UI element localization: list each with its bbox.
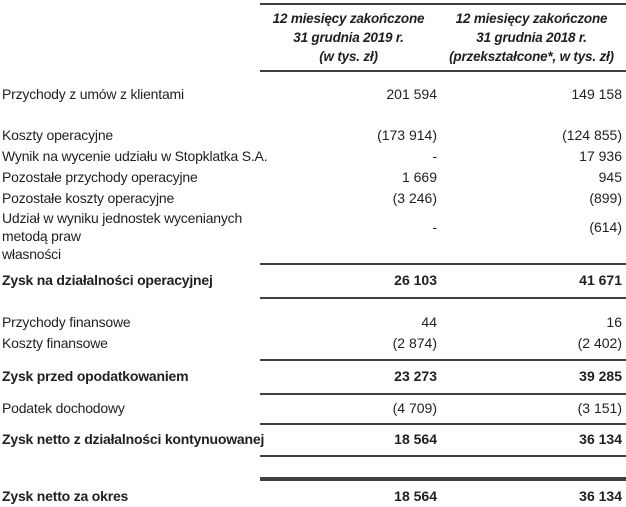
value-2019: 1 669 [401,169,437,185]
row-label: Przychody finansowe [2,314,131,330]
row-podatek-dochodowy [0,395,626,425]
value-2019: - [432,148,437,164]
row-values [260,84,626,105]
value-2019: 26 103 [394,272,437,288]
column-header-2019-line3: (w tys. zł) [319,49,378,64]
row-koszty-finansowe [0,333,626,354]
row-values [260,188,626,209]
row-label: Koszty finansowe [2,335,108,351]
row-values [260,263,626,299]
row-koszty-operacyjne [0,125,626,146]
spacer-rule [260,457,626,479]
spacer-rule-row [0,457,626,479]
value-2019: 44 [421,314,437,330]
column-header-2019-line1: 12 miesięcy zakończone [272,11,425,26]
row-values [260,167,626,188]
value-2019: 18 564 [394,431,437,447]
table-header-row [0,3,626,72]
row-udzial-w-wyniku-jednostek [0,209,626,263]
row-values [260,312,626,333]
row-values [260,209,626,245]
value-2018: 149 158 [571,86,622,102]
row-przychody-z-umow-z-klientami [0,84,626,105]
value-2018: 41 671 [579,272,622,288]
value-2019: 201 594 [386,86,437,102]
row-label: Pozostałe koszty operacyjne [2,190,175,206]
value-2019: (4 709) [392,400,437,416]
value-2019: (3 246) [392,190,437,206]
row-label: Wynik na wycenie udziału w Stopklatka S.A. [2,148,268,164]
row-label: Zysk przed opodatkowaniem [2,368,189,384]
spacer [0,72,626,84]
row-wynik-na-wycenie-udzialu-stopklatka [0,146,626,167]
row-zysk-netto-z-dzialalnosci-kontynuowanej [0,425,626,457]
row-label: Pozostałe przychody operacyjne [2,169,198,185]
row-values [260,146,626,167]
header-period-columns [260,3,626,72]
column-header-2018-line2: 31 grudnia 2018 r. [476,30,587,45]
row-values [260,359,626,395]
column-header-2018 [437,9,626,66]
column-header-2018-line1: 12 miesięcy zakończone [455,11,608,26]
value-2018: (614) [589,218,622,235]
value-2019: - [432,218,437,235]
row-zysk-na-dzialalnosci-operacyjnej [0,263,626,299]
row-label-line2: własności [2,246,61,262]
row-label-line1: Udział w wyniku jednostek wycenianych metodą praw [2,210,243,244]
row-label: Podatek dochodowy [2,400,125,416]
column-header-2019 [260,9,437,66]
value-2019: (2 874) [392,335,437,351]
value-2018: (899) [589,190,622,206]
spacer [0,299,626,312]
row-label: Koszty operacyjne [2,127,113,143]
value-2018: 36 134 [579,431,622,447]
value-2018: (124 855) [562,127,622,143]
value-2018: 16 [606,314,622,330]
spacer [0,105,626,125]
row-label: Przychody z umów z klientami [2,86,184,102]
row-values [260,333,626,354]
row-values [260,125,626,146]
column-header-2018-line3: (przekształcone*, w tys. zł) [449,49,614,64]
row-pozostale-koszty-operacyjne [0,188,626,209]
row-label: Zysk netto z działalności kontynuowanej [2,431,265,447]
row-zysk-przed-opodatkowaniem [0,359,626,395]
row-label: Zysk na działalności operacyjnej [2,272,213,288]
row-przychody-finansowe [0,312,626,333]
value-2018: 39 285 [579,368,622,384]
value-2019: 18 564 [394,488,437,504]
value-2018: 945 [598,169,622,185]
row-values [260,425,626,457]
row-label: Zysk netto za okres [2,488,129,504]
value-2019: 23 273 [394,368,437,384]
row-pozostale-przychody-operacyjne [0,167,626,188]
row-values [260,479,626,507]
value-2018: (2 402) [577,335,622,351]
row-values [260,395,626,425]
row-zysk-netto-za-okres [0,479,626,507]
column-header-2019-line2: 31 grudnia 2019 r. [293,30,404,45]
row-label [0,209,260,263]
value-2019: (173 914) [377,127,437,143]
value-2018: (3 151) [577,400,622,416]
value-2018: 36 134 [579,488,622,504]
value-2018: 17 936 [579,148,622,164]
